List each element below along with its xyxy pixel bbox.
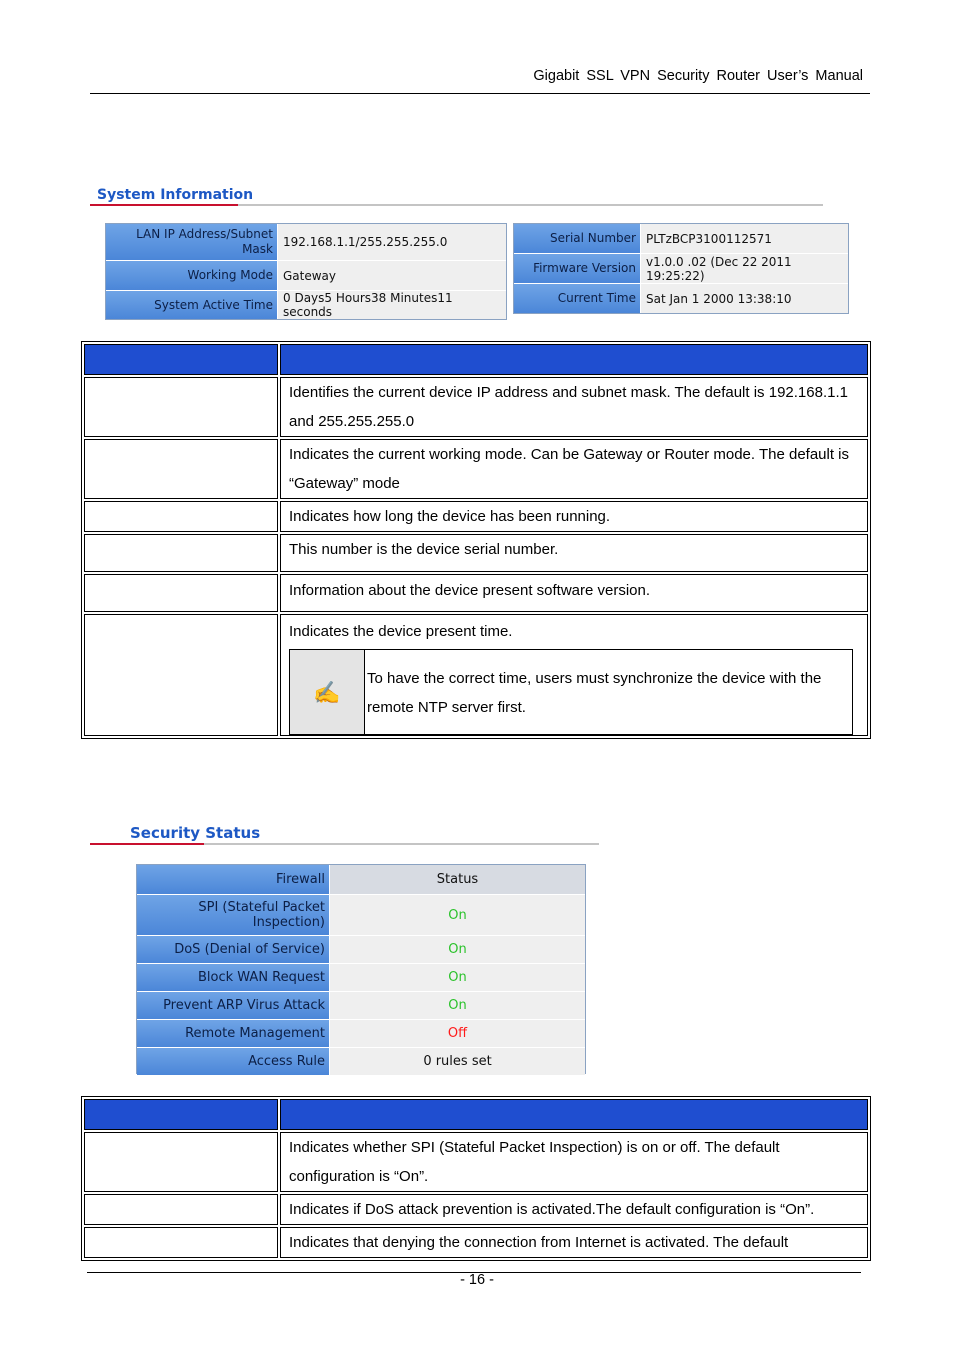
object-cell [84, 1194, 278, 1225]
object-cell [84, 439, 278, 499]
header-cell [84, 1099, 278, 1130]
dos-label: DoS (Denial of Service) [137, 936, 330, 963]
table-header-row [84, 344, 868, 375]
block-wan-label: Block WAN Request [137, 964, 330, 991]
table-row [84, 501, 868, 532]
description-cell: Indicates if DoS attack prevention is activated.The default configuration is “On”. [280, 1194, 868, 1225]
arp-virus-status: On [330, 992, 585, 1019]
table-row [84, 1132, 868, 1192]
working-mode-value: Gateway [278, 261, 506, 290]
title-underline [204, 843, 599, 845]
serial-number-label: Serial Number [514, 224, 641, 253]
panel-row [106, 261, 506, 291]
manual-title: Gigabit SSL VPN Security Router User’s Manual [533, 68, 863, 84]
security-status-title: Security Status [130, 824, 261, 842]
block-wan-status: On [330, 964, 585, 991]
table-row [84, 574, 868, 612]
header-cell [280, 344, 868, 375]
table-row [84, 534, 868, 572]
description-cell: Information about the device present software version. [280, 574, 868, 612]
panel-row [137, 936, 585, 964]
firmware-version-value: v1.0.0 .02 (Dec 22 2011 19:25:22) [641, 254, 848, 283]
header-cell [280, 1099, 868, 1130]
system-info-description-table [81, 341, 871, 739]
pen-writing-icon: ✍ [290, 650, 365, 734]
table-row [84, 377, 868, 437]
panel-row [106, 224, 506, 261]
system-info-left-panel [105, 223, 507, 320]
security-status-panel [136, 864, 586, 1074]
object-cell [84, 1227, 278, 1258]
note-text: To have the correct time, users must synchronize the device with the remote NTP server first. [367, 670, 822, 716]
panel-row [514, 284, 848, 313]
object-cell [84, 377, 278, 437]
title-underline-accent [90, 204, 238, 206]
note-box [289, 649, 853, 735]
description-cell: Indicates how long the device has been running. [280, 501, 868, 532]
spi-label: SPI (Stateful Packet Inspection) [137, 895, 330, 935]
access-rule-label: Access Rule [137, 1048, 330, 1075]
spi-status: On [330, 895, 585, 935]
page-number: - 16 - [460, 1272, 494, 1288]
table-row [84, 439, 868, 499]
remote-management-status: Off [330, 1020, 585, 1047]
panel-row [137, 992, 585, 1020]
status-header: Status [330, 865, 585, 894]
remote-management-label: Remote Management [137, 1020, 330, 1047]
object-cell [84, 501, 278, 532]
present-time-text: Indicates the device present time. [289, 623, 513, 640]
lan-ip-value: 192.168.1.1/255.255.255.0 [278, 224, 506, 260]
object-cell [84, 1132, 278, 1192]
description-cell [280, 614, 868, 736]
system-information-title: System Information [97, 187, 254, 203]
arp-virus-label: Prevent ARP Virus Attack [137, 992, 330, 1019]
description-cell: This number is the device serial number. [280, 534, 868, 572]
description-cell: Indicates whether SPI (Stateful Packet Inspection) is on or off. The default configuration is “On”. [280, 1132, 868, 1192]
object-cell [84, 534, 278, 572]
panel-row [137, 1048, 585, 1075]
description-cell: Indicates that denying the connection from Internet is activated. The default [280, 1227, 868, 1258]
lan-ip-label: LAN IP Address/Subnet Mask [106, 224, 278, 260]
current-time-value: Sat Jan 1 2000 13:38:10 [641, 284, 848, 313]
header-rule [90, 93, 870, 94]
title-underline-accent [90, 843, 204, 845]
table-row [84, 1194, 868, 1225]
panel-row [137, 865, 585, 895]
table-header-row [84, 1099, 868, 1130]
firewall-label: Firewall [137, 865, 330, 894]
header-cell [84, 344, 278, 375]
panel-row [514, 224, 848, 254]
access-rule-status: 0 rules set [330, 1048, 585, 1075]
panel-row [514, 254, 848, 284]
panel-row [137, 964, 585, 992]
panel-row [106, 291, 506, 319]
current-time-label: Current Time [514, 284, 641, 313]
firmware-version-label: Firmware Version [514, 254, 641, 283]
object-cell [84, 574, 278, 612]
panel-row [137, 1020, 585, 1048]
table-row [84, 614, 868, 736]
working-mode-label: Working Mode [106, 261, 278, 290]
serial-number-value: PLTzBCP3100112571 [641, 224, 848, 253]
active-time-value: 0 Days5 Hours38 Minutes11 seconds [278, 291, 506, 319]
system-info-right-panel [513, 223, 849, 314]
object-cell [84, 614, 278, 736]
description-cell: Indicates the current working mode. Can be Gateway or Router mode. The default is “Gateway” mode [280, 439, 868, 499]
title-underline [238, 204, 823, 206]
panel-row [137, 895, 585, 936]
active-time-label: System Active Time [106, 291, 278, 319]
dos-status: On [330, 936, 585, 963]
table-row [84, 1227, 868, 1258]
description-cell: Identifies the current device IP address and subnet mask. The default is 192.168.1.1 and 255.255.255.0 [280, 377, 868, 437]
security-status-description-table [81, 1096, 871, 1261]
